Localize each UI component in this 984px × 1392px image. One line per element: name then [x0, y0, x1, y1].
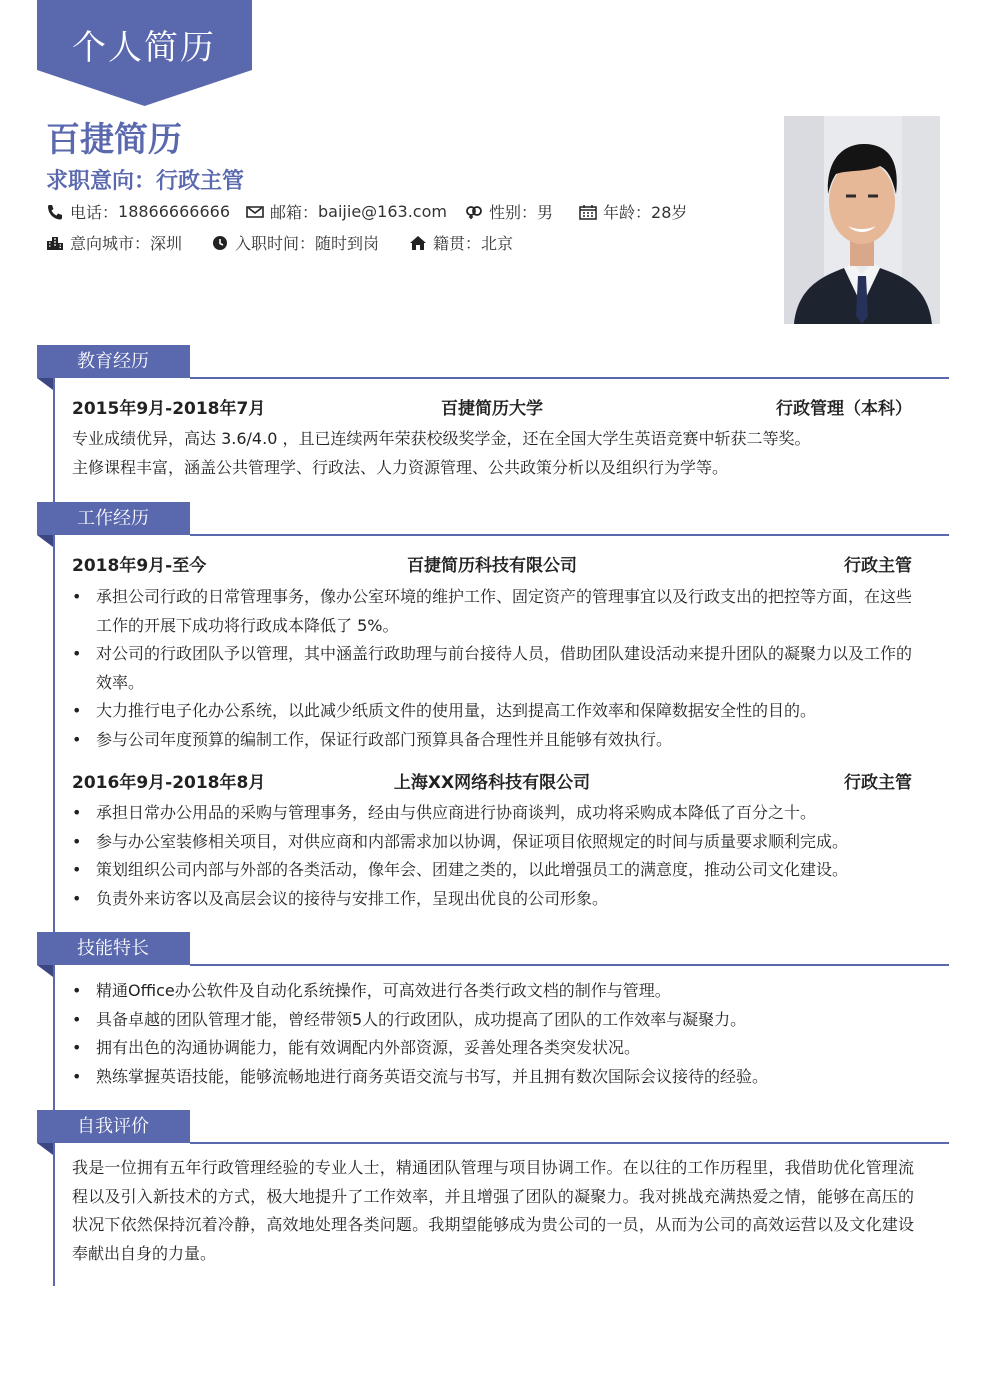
job-entry-header	[72, 551, 912, 576]
tab-fold	[37, 965, 53, 977]
skill-bullet: • 拥有出色的沟通协调能力，能有效调配内外部资源，妥善处理各类突发状况。	[72, 1034, 914, 1063]
clock-icon	[211, 235, 229, 251]
edu-degree: 行政管理（本科）	[776, 399, 912, 419]
section-divider	[190, 377, 949, 379]
resume-title: 个人简历	[72, 28, 216, 68]
skills-bullets	[72, 977, 914, 1091]
section-divider	[190, 534, 949, 536]
edu-school: 百捷简历大学	[441, 399, 543, 419]
job-bullets	[72, 799, 914, 913]
job-bullet: • 承担日常办公用品的采购与管理事务，经由与供应商进行协商谈判，成功将采购成本降低了百分之十。	[72, 799, 914, 828]
city-icon	[46, 235, 64, 251]
section-work-header	[37, 502, 949, 538]
contact-row-1	[46, 200, 687, 223]
contact-row-2	[46, 231, 513, 254]
edu-date: 2015年9月-2018年7月	[72, 399, 266, 419]
section-self-eval-header	[37, 1110, 949, 1146]
self-eval-text: 我是一位拥有五年行政管理经验的专业人士，精通团队管理与项目协调工作。在以往的工作历程里，我借助优化管理流程以及引入新技术的方式，极大地提升了工作效率，并且增强了团队的凝聚力。我对挑战充满热爱之情，能够在高压的状况下依然保持沉着冷静，高效地处理各类问题。我期望能够成为贵公司的一员，从而为公司的高效运营以及文化建设奉献出自身的力量。	[72, 1158, 914, 1263]
contact-gender: 性别： 男	[465, 200, 579, 223]
phone-icon	[46, 204, 64, 220]
mail-icon	[246, 204, 264, 220]
section-title: 技能特长	[37, 932, 190, 965]
job-bullet: • 参与办公室装修相关项目，对供应商和内部需求加以协调，保证项目依照规定的时间与质量要求顺利完成。	[72, 828, 914, 857]
section-title: 自我评价	[37, 1110, 190, 1143]
tab-fold	[37, 378, 53, 390]
candidate-name: 百捷简历	[46, 120, 182, 160]
contact-email: 邮箱： baijie@163.com	[246, 200, 465, 223]
job-bullet: • 负责外来访客以及高层会议的接待与安排工作，呈现出优良的公司形象。	[72, 885, 914, 914]
job-company: 百捷简历科技有限公司	[407, 556, 577, 576]
section-title: 教育经历	[37, 345, 190, 378]
profile-photo	[784, 116, 940, 324]
job-date: 2018年9月-至今	[72, 556, 207, 576]
contact-hometown: 籍贯： 北京	[409, 231, 513, 254]
job-role: 行政主管	[844, 773, 912, 793]
edu-line: 主修课程丰富，涵盖公共管理学、行政法、人力资源管理、公共政策分析以及组织行为学等。	[72, 457, 729, 477]
section-divider	[190, 964, 949, 966]
job-bullet: • 大力推行电子化办公系统，以此减少纸质文件的使用量，达到提高工作效率和保障数据安全性的目的。	[72, 697, 914, 726]
job-date: 2016年9月-2018年8月	[72, 773, 266, 793]
section-skills-header	[37, 932, 949, 968]
job-bullet: • 承担公司行政的日常管理事务，像办公室环境的维护工作、固定资产的管理事宜以及行政支出的把控等方面，在这些工作的开展下成功将行政成本降低了 5%。	[72, 583, 914, 640]
job-role: 行政主管	[844, 556, 912, 576]
tab-fold	[37, 535, 53, 547]
contact-start-time: 入职时间： 随时到岗	[211, 231, 409, 254]
gender-icon	[465, 204, 483, 220]
contact-city: 意向城市： 深圳	[46, 231, 211, 254]
calendar-icon	[579, 204, 597, 220]
education-entry-header	[72, 394, 912, 419]
skill-bullet: • 熟练掌握英语技能，能够流畅地进行商务英语交流与书写，并且拥有数次国际会议接待的经验。	[72, 1063, 914, 1092]
contact-phone: 电话： 18866666666	[46, 200, 246, 223]
job-bullets	[72, 583, 914, 754]
section-education-header	[37, 345, 949, 381]
job-bullet: • 策划组织公司内部与外部的各类活动，像年会、团建之类的，以此增强员工的满意度，推动公司文化建设。	[72, 856, 914, 885]
portrait-image	[784, 116, 940, 324]
skill-bullet: • 具备卓越的团队管理才能，曾经带领5人的行政团队，成功提高了团队的工作效率与凝聚力。	[72, 1006, 914, 1035]
section-title: 工作经历	[37, 502, 190, 535]
job-company: 上海XX网络科技有限公司	[393, 773, 591, 793]
tab-fold	[37, 1143, 53, 1155]
job-intent: 求职意向：行政主管	[46, 169, 245, 194]
contact-age: 年龄： 28岁	[579, 200, 687, 223]
section-divider	[190, 1142, 949, 1144]
job-entry-header	[72, 768, 912, 793]
job-bullet: • 对公司的行政团队予以管理，其中涵盖行政助理与前台接待人员，借助团队建设活动来提升团队的凝聚力以及工作的效率。	[72, 640, 914, 697]
skill-bullet: • 精通Office办公软件及自动化系统操作，可高效进行各类行政文档的制作与管理。	[72, 977, 914, 1006]
education-details	[72, 425, 914, 482]
home-icon	[409, 235, 427, 251]
job-bullet: • 参与公司年度预算的编制工作，保证行政部门预算具备合理性并且能够有效执行。	[72, 726, 914, 755]
edu-line: 专业成绩优异，高达 3.6/4.0 ，且已连续两年荣获校级奖学金，还在全国大学生英语竞赛中斩获二等奖。	[72, 429, 811, 448]
